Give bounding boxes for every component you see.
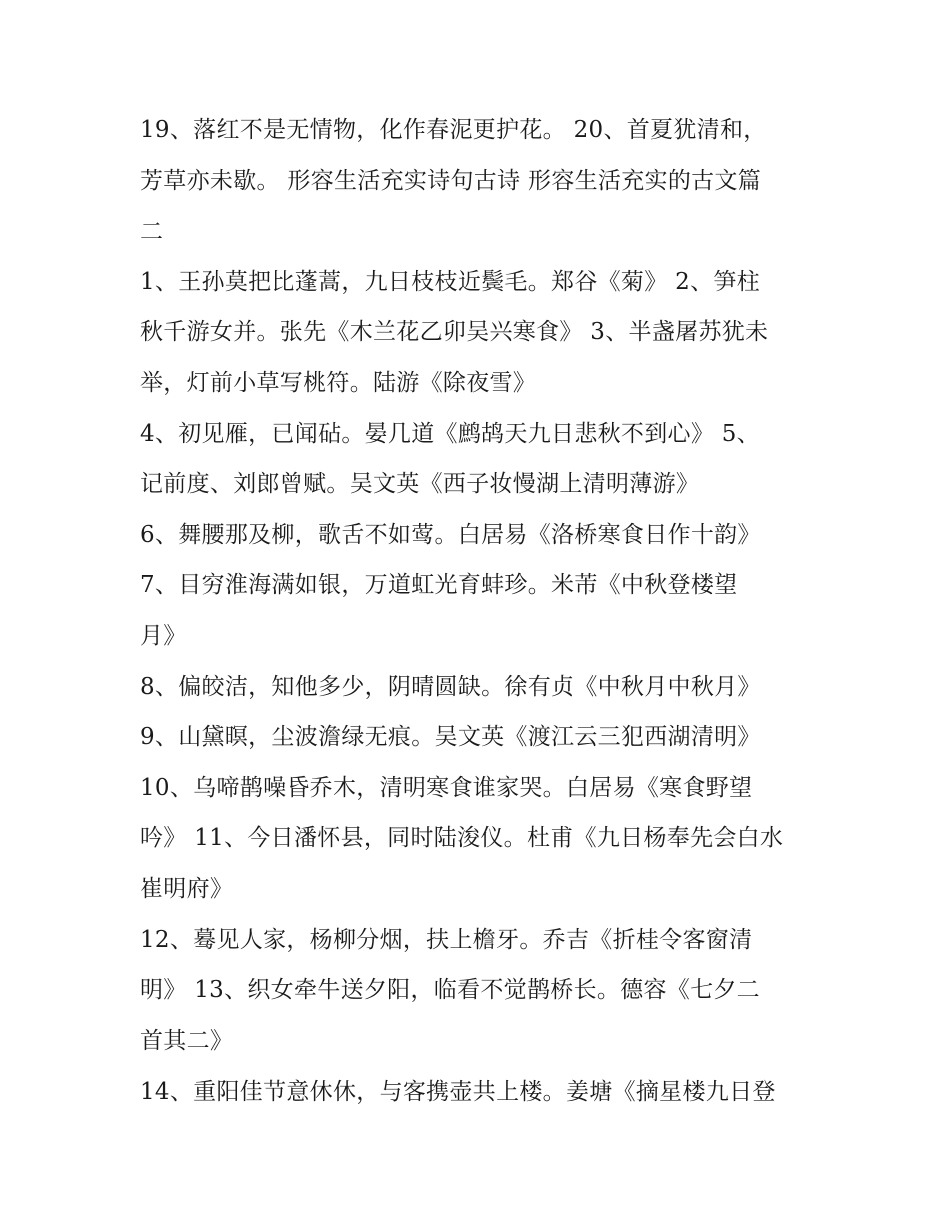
text-line: 19、落红不是无情物，化作春泥更护花。 20、首夏犹清和， — [140, 117, 767, 143]
text-line: 9、山黛暝，尘波澹绿无痕。吴文英《渡江云三犯西湖清明》 — [140, 724, 761, 750]
text-line: 举，灯前小草写桃符。陆游《除夜雪》 — [140, 370, 537, 396]
text-line: 吟》 11、今日潘怀县，同时陆浚仪。杜甫《九日杨奉先会白水 — [140, 825, 784, 851]
text-line: 明》 13、织女牵牛送夕阳，临看不觉鹊桥长。德容《七夕二 — [140, 977, 760, 1003]
text-line: 首其二》 — [140, 1028, 234, 1054]
text-line: 月》 — [140, 623, 187, 649]
text-line: 记前度、刘郎曾赋。吴文英《西子妆慢湖上清明薄游》 — [140, 471, 700, 497]
text-line: 二 — [140, 219, 164, 245]
text-line: 崔明府》 — [140, 876, 234, 902]
text-line: 秋千游女并。张先《木兰花乙卯吴兴寒食》 3、半盏屠苏犹未 — [140, 319, 769, 345]
text-line: 14、重阳佳节意休休，与客携壶共上楼。姜塘《摘星楼九日登 — [140, 1079, 776, 1105]
text-line: 1、王孙莫把比蓬蒿，九日枝枝近鬓毛。郑谷《菊》 2、笋柱 — [140, 269, 760, 295]
text-line: 芳草亦未歇。 形容生活充实诗句古诗 形容生活充实的古文篇 — [140, 168, 762, 194]
text-line: 8、偏皎洁，知他多少，阴晴圆缺。徐有贞《中秋月中秋月》 — [140, 674, 761, 700]
text-line: 4、初见雁，已闻砧。晏几道《鹧鸪天九日悲秋不到心》 5、 — [140, 421, 760, 447]
text-line: 10、乌啼鹊噪昏乔木，清明寒食谁家哭。白居易《寒食野望 — [140, 775, 753, 801]
text-line: 12、蓦见人家，杨柳分烟，扶上檐牙。乔吉《折桂令客窗清 — [140, 927, 753, 953]
text-line: 6、舞腰那及柳，歌舌不如莺。白居易《洛桥寒食日作十韵》 — [140, 522, 761, 548]
text-line: 7、目穷淮海满如银，万道虹光育蚌珍。米芾《中秋登楼望 — [140, 572, 738, 598]
